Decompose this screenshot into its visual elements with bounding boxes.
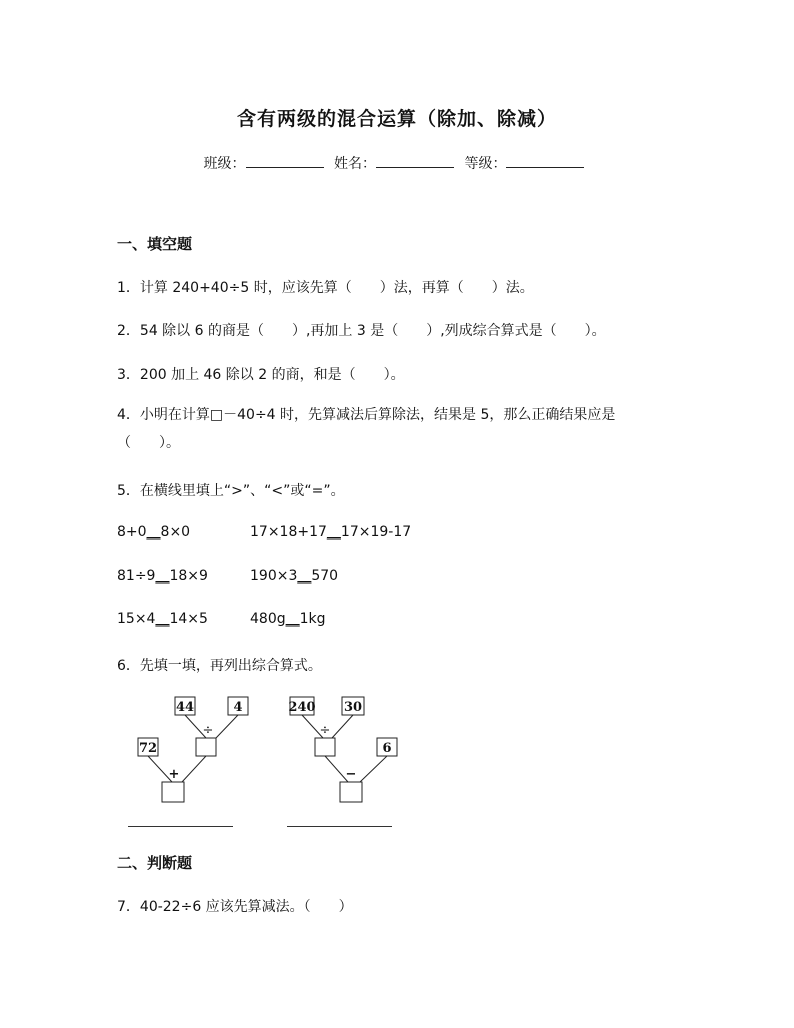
- operator-2b: −: [345, 767, 357, 782]
- student-info-row: [0, 153, 794, 173]
- value-top-left-1: 44: [175, 700, 195, 715]
- answer-line-2[interactable]: [287, 826, 392, 827]
- grade-label: 等级：: [464, 156, 507, 172]
- compare-item-3: 81÷9__18×9: [117, 568, 208, 584]
- answer-line-1[interactable]: [128, 826, 233, 827]
- operator-1b: +: [168, 767, 180, 782]
- compare-item-2: 17×18+17__17×19-17: [250, 524, 412, 540]
- question-7: 7．40-22÷6 应该先算减法。（ ）: [117, 899, 353, 915]
- value-side-2: 6: [382, 741, 392, 756]
- compare-item-5: 15×4__14×5: [117, 611, 208, 627]
- tree-svg: [110, 690, 430, 840]
- class-blank[interactable]: [246, 153, 324, 168]
- value-top-right-2: 30: [343, 700, 363, 715]
- name-blank[interactable]: [376, 153, 454, 168]
- operator-2a: ÷: [319, 723, 331, 738]
- question-3: 3．200 加上 46 除以 2 的商，和是（ ）。: [117, 367, 405, 383]
- name-label: 姓名：: [334, 156, 376, 172]
- box-middle-2[interactable]: [315, 738, 335, 756]
- grade-blank[interactable]: [506, 153, 584, 168]
- calculation-tree-diagrams: [110, 690, 430, 840]
- page-title: 含有两级的混合运算（除加、除减）: [236, 108, 557, 130]
- question-4: 4．小明在计算□－40÷4 时，先算减法后算除法，结果是 5，那么正确结果应是（ ）。: [117, 407, 616, 451]
- operator-1a: ÷: [202, 723, 214, 738]
- compare-item-1: 8+0__8×0: [117, 524, 191, 540]
- compare-item-4: 190×3__570: [250, 568, 339, 584]
- compare-item-6: 480g__1kg: [250, 611, 326, 627]
- value-side-1: 72: [138, 741, 158, 756]
- question-6: 6．先填一填，再列出综合算式。: [117, 658, 322, 674]
- box-result-1[interactable]: [162, 782, 184, 802]
- section-heading-fill-blank: 一、填空题: [117, 235, 193, 253]
- class-label: 班级：: [203, 156, 246, 172]
- question-1: 1．计算 240+40÷5 时，应该先算（ ）法，再算（ ）法。: [117, 280, 534, 296]
- value-top-right-1: 4: [233, 700, 243, 715]
- box-result-2[interactable]: [340, 782, 362, 802]
- section-heading-judgement: 二、判断题: [117, 854, 193, 872]
- box-middle-1[interactable]: [196, 738, 216, 756]
- question-5: 5．在横线里填上“>”、“<”或“=”。: [117, 483, 345, 499]
- question-2: 2．54 除以 6 的商是（ ）,再加上 3 是（ ）,列成综合算式是（ ）。: [117, 323, 606, 339]
- value-top-left-2: 240: [288, 700, 316, 715]
